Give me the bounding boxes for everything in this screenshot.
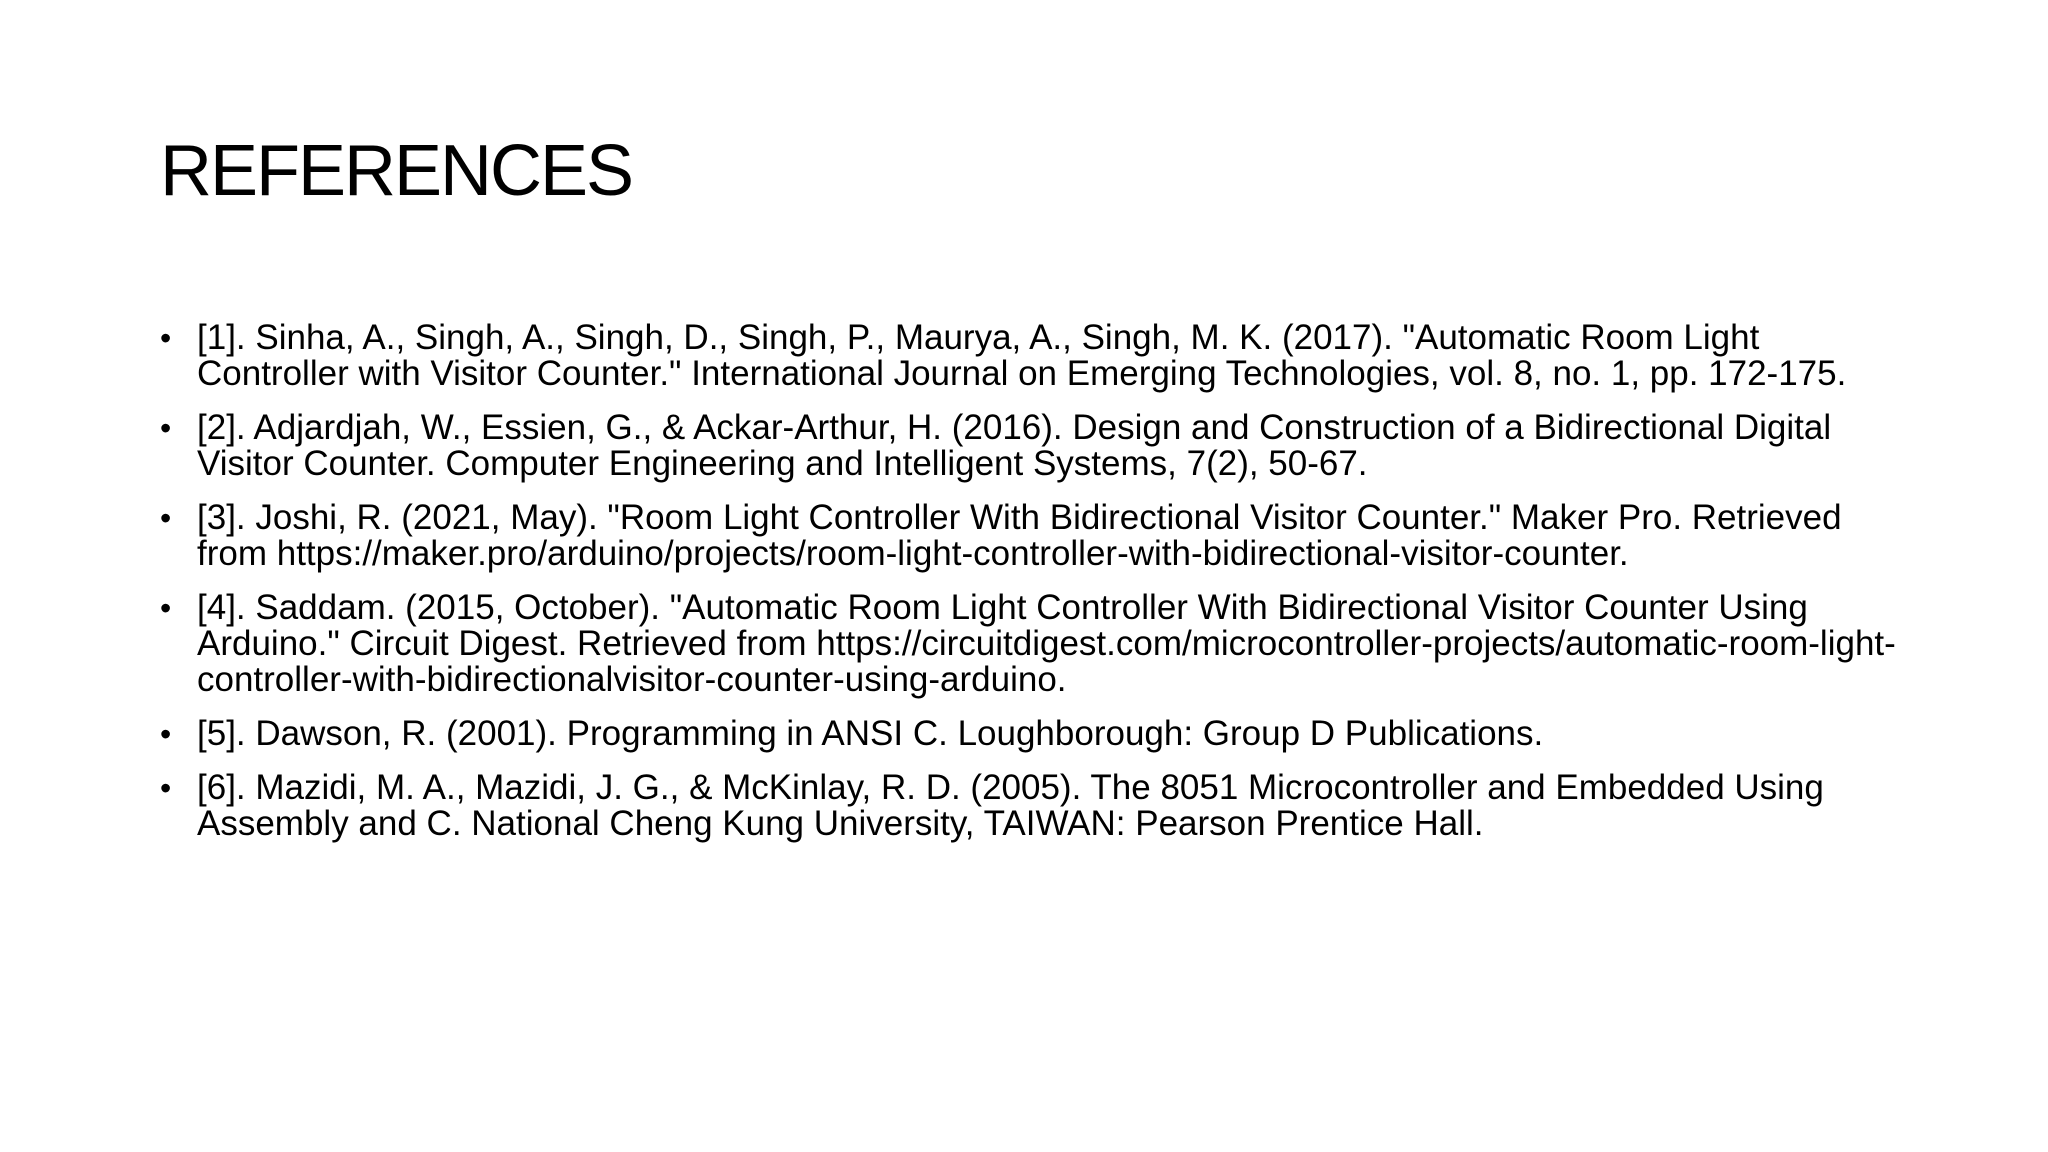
bullet-icon: •: [160, 590, 172, 626]
bullet-icon: •: [160, 320, 172, 356]
reference-text: [5]. Dawson, R. (2001). Programming in ANSI C. Loughborough: Group D Publications.: [197, 714, 1544, 753]
bullet-icon: •: [160, 500, 172, 536]
reference-text: [2]. Adjardjah, W., Essien, G., & Ackar-Arthur, H. (2016). Design and Construction of a Bidirectional Digital Visitor Counter. Computer Engineering and Intelligent Systems, 7(2), 50-67.: [197, 408, 1832, 483]
list-item: [160, 410, 1900, 482]
bullet-icon: •: [160, 716, 172, 752]
list-item: [160, 320, 1900, 392]
list-item: [160, 500, 1900, 572]
bullet-icon: •: [160, 770, 172, 806]
reference-text: [1]. Sinha, A., Singh, A., Singh, D., Singh, P., Maurya, A., Singh, M. K. (2017). "Automatic Room Light Controller with Visitor Counter." International Journal on Emerging Technologies, vol. 8, no. 1, pp. 172-175.: [197, 318, 1847, 393]
list-item: [160, 716, 1900, 752]
reference-text: [4]. Saddam. (2015, October). "Automatic Room Light Controller With Bidirectional Visitor Counter Using Arduino." Circuit Digest. Retrieved from https://circuitdigest.com/microcontroller-projects/automatic-room-light-controller-with-bidirectionalvisitor-counter-using-arduino.: [197, 588, 1896, 699]
list-item: [160, 590, 1900, 698]
bullet-icon: •: [160, 410, 172, 446]
reference-text: [6]. Mazidi, M. A., Mazidi, J. G., & McKinlay, R. D. (2005). The 8051 Microcontroller and Embedded Using Assembly and C. National Cheng Kung University, TAIWAN: Pearson Prentice Hall.: [197, 768, 1824, 843]
list-item: [160, 770, 1900, 842]
slide-title: REFERENCES: [160, 131, 633, 211]
reference-text: [3]. Joshi, R. (2021, May). "Room Light Controller With Bidirectional Visitor Counter." Maker Pro. Retrieved from https://maker.pro/arduino/projects/room-light-controller-with-bidirectional-visitor-counter.: [197, 498, 1842, 573]
reference-list: [160, 320, 1900, 860]
